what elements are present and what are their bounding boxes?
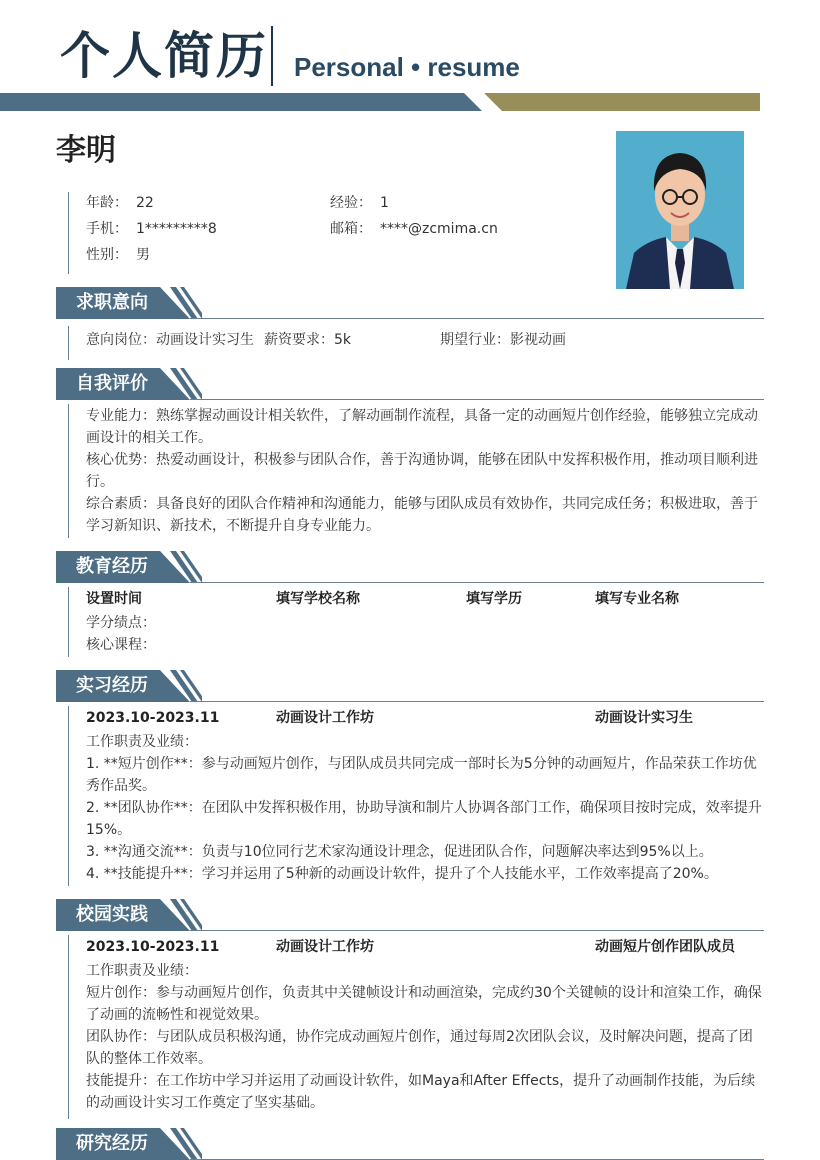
phone-value: 1*********8 (136, 221, 217, 237)
section-rule-internship (68, 706, 69, 886)
age-value: 22 (136, 195, 154, 211)
intent-industry: 期望行业：影视动画 (440, 332, 566, 348)
intent-salary: 薪资要求：5k (264, 332, 352, 348)
education-major: 填写专业名称 (595, 591, 679, 607)
candidate-name: 李明 (56, 133, 116, 168)
resume-subtitle: Personal • resume (294, 52, 520, 82)
campus-duty-label: 工作职责及业绩： (86, 963, 198, 979)
section-header-intent (56, 287, 764, 319)
section-header-research (56, 1128, 764, 1160)
header-band-blue (0, 93, 482, 111)
internship-role: 动画设计实习生 (595, 710, 693, 726)
section-rule-evaluation (68, 404, 69, 538)
profile-photo (616, 131, 744, 289)
campus-role: 动画短片创作团队成员 (595, 939, 735, 955)
section-title-internship: 实习经历 (76, 675, 148, 696)
campus-item: 短片创作：参与动画短片创作，负责其中关键帧设计和动画渲染，完成约30个关键帧的设计和渲染工作，确保了动画的流畅性和视觉效果。 (86, 985, 762, 1023)
age-row: 年龄： 22 (86, 195, 154, 211)
section-title-evaluation: 自我评价 (76, 373, 148, 394)
internship-item: 1. **短片创作**：参与动画短片创作，与团队成员共同完成一部时长为5分钟的动画短片，作品荣获工作坊优秀作品奖。 (86, 756, 757, 794)
campus-details (86, 960, 766, 1114)
section-header-education (56, 551, 764, 583)
internship-item: 3. **沟通交流**：负责与10位同行艺术家沟通设计理念，促进团队合作，问题解决率达到95%以上。 (86, 844, 713, 860)
section-header-evaluation (56, 368, 764, 400)
gender-row: 性别： 男 (86, 247, 150, 263)
campus-item: 技能提升：在工作坊中学习并运用了动画设计软件，如Maya和After Effects，提升了动画制作技能，为后续的动画设计实习工作奠定了坚实基础。 (86, 1073, 756, 1111)
section-header-campus (56, 899, 764, 931)
education-degree: 填写学历 (466, 591, 522, 607)
experience-value: 1 (380, 195, 389, 211)
email-value: ****@zcmima.cn (380, 221, 498, 237)
evaluation-strength: 核心优势：热爱动画设计，积极参与团队合作，善于沟通协调，能够在团队中发挥积极作用，推动项目顺利进行。 (86, 452, 758, 490)
header-band-gold (484, 93, 760, 111)
education-courses: 核心课程： (86, 637, 156, 653)
section-title-intent: 求职意向 (76, 292, 148, 313)
evaluation-text (86, 405, 766, 537)
education-time: 设置时间 (86, 591, 142, 607)
internship-item: 4. **技能提升**：学习并运用了5种新的动画设计软件，提升了个人技能水平，工作效率提高了20%。 (86, 866, 718, 882)
internship-duty-label: 工作职责及业绩： (86, 734, 198, 750)
section-rule-intent (68, 326, 69, 360)
header-divider (271, 26, 273, 86)
section-title-research: 研究经历 (76, 1133, 148, 1154)
education-school: 填写学校名称 (276, 591, 360, 607)
internship-item: 2. **团队协作**：在团队中发挥积极作用，协助导演和制片人协调各部门工作，确保项目按时完成，效率提升15%。 (86, 800, 762, 838)
section-header-internship (56, 670, 764, 702)
education-gpa: 学分绩点： (86, 615, 156, 631)
evaluation-quality: 综合素质：具备良好的团队合作精神和沟通能力，能够与团队成员有效协作，共同完成任务；积极进取，善于学习新知识、新技术，不断提升自身专业能力。 (86, 496, 758, 534)
campus-org: 动画设计工作坊 (276, 939, 374, 955)
section-rule-campus (68, 935, 69, 1119)
campus-item: 团队协作：与团队成员积极沟通，协作完成动画短片创作，通过每周2次团队会议，及时解决问题，提高了团队的整体工作效率。 (86, 1029, 753, 1067)
internship-details (86, 731, 766, 885)
section-title-campus: 校园实践 (76, 904, 148, 925)
internship-company: 动画设计工作坊 (276, 710, 374, 726)
campus-period: 2023.10-2023.11 (86, 939, 220, 955)
profile-side-rule (68, 192, 69, 274)
email-row: 邮箱： ****@zcmima.cn (330, 221, 498, 237)
phone-row: 手机： 1*********8 (86, 221, 217, 237)
resume-title: 个人简历 (60, 27, 268, 85)
internship-period: 2023.10-2023.11 (86, 710, 220, 726)
section-title-education: 教育经历 (76, 556, 148, 577)
section-rule-education (68, 587, 69, 657)
experience-row: 经验： 1 (330, 195, 389, 211)
evaluation-professional: 专业能力：熟练掌握动画设计相关软件，了解动画制作流程，具备一定的动画短片创作经验，能够独立完成动画设计的相关工作。 (86, 408, 758, 446)
intent-position: 意向岗位：动画设计实习生 (86, 332, 254, 348)
gender-value: 男 (136, 247, 150, 263)
